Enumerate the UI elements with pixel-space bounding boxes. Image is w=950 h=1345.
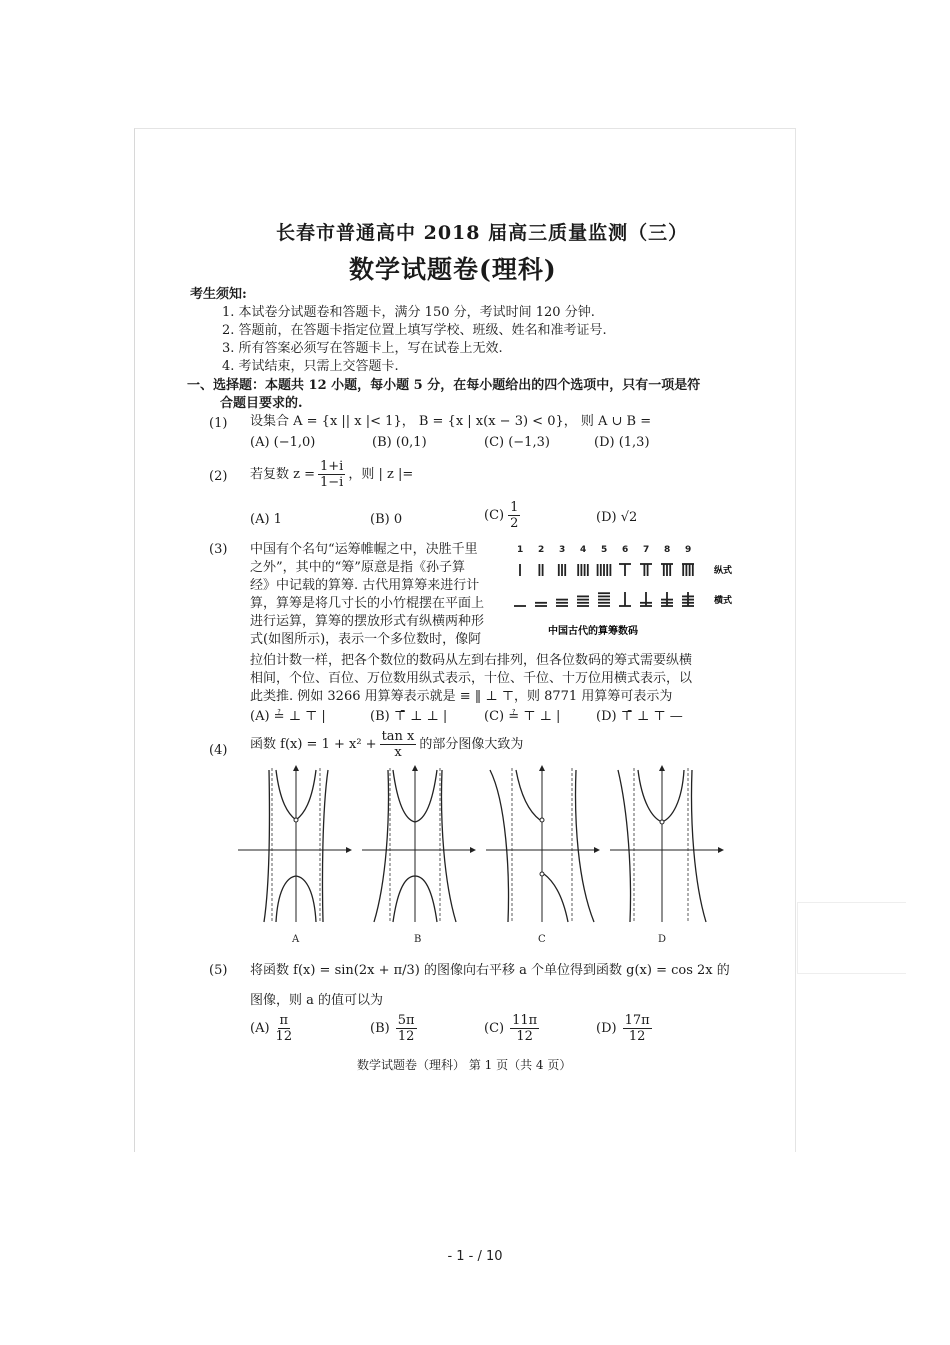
graph-c (486, 766, 599, 922)
q1-option-a: (A) (−1,0) (250, 435, 316, 450)
notice-item: 3. 所有答案必须写在答题卡上，写在试卷上无效. (222, 341, 503, 356)
rod-digit: 7 (643, 545, 650, 555)
q1-option-d: (D) (1,3) (594, 435, 650, 450)
frac-den: 12 (397, 1029, 415, 1044)
q5-stem-line2: 图像，则 a 的值可以为 (250, 993, 384, 1008)
q4-stem-post: 的部分图像大致为 (419, 736, 524, 752)
frac-num: 17π (624, 1013, 650, 1028)
q2-option-c-label: (C) (484, 507, 505, 523)
exam-page-footer: 数学试题卷（理科） 第 1 页（共 4 页） (357, 1058, 572, 1072)
q1-option-c: (C) (−1,3) (484, 435, 550, 450)
q3-line: 算，算筹是将几寸长的小竹棍摆在平面上 (250, 596, 485, 611)
frac-num: 5π (397, 1013, 415, 1028)
graph-d (610, 766, 723, 922)
option-label: (C) (484, 1020, 505, 1036)
frac-den: 12 (628, 1029, 646, 1044)
q3-option-c: (C) ≟ ⊤ ⊥ | (484, 709, 561, 724)
frac-den: 2 (510, 516, 519, 531)
graph-b (362, 766, 475, 922)
option-frac (276, 1013, 293, 1044)
q3-line: 中国有个名句“运筹帷幄之中，决胜千里 (250, 542, 478, 557)
q3-line: 之外”，其中的“筹”原意是指《孙子算 (250, 560, 465, 575)
q2-frac-den: 1−i (320, 475, 344, 490)
q5-option-b (370, 1013, 417, 1044)
notice-item: 4. 考试结束，只需上交答题卡. (222, 359, 399, 374)
q1-number: (1) (209, 416, 228, 431)
rod-digit: 5 (601, 545, 608, 555)
q2-number: (2) (209, 469, 228, 484)
q4-fraction (380, 729, 417, 760)
q3-number: (3) (209, 542, 228, 557)
section-heading: 一、选择题：本题共 12 小题，每小题 5 分，在每小题给出的四个选项中，只有一项是符 (187, 378, 701, 393)
rod-digit: 1 (517, 545, 524, 555)
frac-num: 11π (512, 1013, 538, 1028)
graph-label: C (538, 934, 546, 945)
q2-option-c-frac (508, 500, 520, 531)
q5-option-a (250, 1013, 292, 1044)
option-frac (396, 1013, 417, 1044)
vertical-form-label: 纵式 (714, 566, 733, 576)
exam-title: 长春市普通高中 2018 届高三质量监测（三） (276, 222, 689, 244)
q3-line: 经》中记载的算筹. 古代用算筹来进行计 (250, 578, 480, 593)
rod-digit: 9 (685, 545, 692, 555)
rod-figure-caption: 中国古代的算筹数码 (548, 626, 638, 637)
q2-stem-pre: 若复数 z = (250, 466, 316, 482)
graph-a (238, 766, 351, 922)
q5-option-c (484, 1013, 539, 1044)
q1-option-b: (B) (0,1) (372, 435, 427, 450)
q3-wide-line: 此类推. 例如 3266 用算筹表示就是 ≡ ‖ ⊥ ⊤，则 8771 用算筹可表示为 (250, 689, 673, 704)
option-frac (623, 1013, 652, 1044)
rod-digit: 4 (580, 545, 587, 555)
q2-option-a: (A) 1 (250, 512, 282, 527)
q1-stem: 设集合 A = {x || x |< 1}， B = {x | x(x − 3) < 0}， 则 A ∪ B = (250, 414, 652, 429)
graph-label: A (292, 934, 300, 945)
q5-stem-line1: 将函数 f(x) = sin(2x + π/3) 的图像向右平移 a 个单位得到函数 g(x) = cos 2x 的 (250, 963, 730, 978)
q2-option-d: (D) √2 (596, 510, 638, 525)
section-heading-cont: 合题目要求的. (220, 396, 303, 411)
q4-stem-pre: 函数 f(x) = 1 + x² + (250, 736, 377, 752)
q2-stem (250, 459, 413, 490)
frac-den: 12 (275, 1029, 293, 1044)
q3-wide-line: 相间，个位、百位、万位数用纵式表示，十位、千位、十万位用横式表示，以 (250, 671, 693, 686)
q3-option-d: (D) ⊤̄ ⊥ ⊤ — (596, 709, 683, 724)
q3-wide-line: 拉伯计数一样，把各个数位的数码从左到右排列，但各位数码的筹式需要纵横 (250, 653, 693, 668)
q4-frac-num: tan x (381, 729, 415, 744)
q4-number: (4) (209, 743, 228, 758)
q2-option-c (484, 500, 520, 531)
rod-digit: 8 (664, 545, 671, 555)
q2-stem-post: ，则 | z |= (348, 466, 414, 482)
faint-box (797, 902, 906, 974)
rod-digit: 2 (538, 545, 545, 555)
notice-item: 2. 答题前，在答题卡指定位置上填写学校、班级、姓名和准考证号. (222, 323, 607, 338)
graph-label: D (658, 934, 667, 945)
q4-graphs (236, 762, 726, 948)
frac-num: π (279, 1013, 289, 1028)
option-frac (510, 1013, 539, 1044)
q4-frac-den: x (394, 745, 402, 760)
q2-frac-num: 1+i (320, 459, 344, 474)
graph-label: B (414, 934, 422, 945)
q3-option-a: (A) ≟ ⊥ ⊤ | (250, 709, 326, 724)
counting-rod-figure (508, 540, 740, 640)
q5-number: (5) (209, 963, 228, 978)
q3-line: 进行运算，算筹的摆放形式有纵横两种形 (250, 614, 485, 629)
option-label: (A) (250, 1020, 270, 1036)
q3-line: 式(如图所示)，表示一个多位数时，像阿 (250, 632, 482, 647)
q2-option-b: (B) 0 (370, 512, 403, 527)
q2-fraction (318, 459, 345, 490)
horizontal-form-label: 横式 (714, 596, 733, 606)
rod-digit: 6 (622, 545, 629, 555)
option-label: (D) (596, 1020, 617, 1036)
option-label: (B) (370, 1020, 390, 1036)
q5-option-d (596, 1013, 652, 1044)
page-indicator: - 1 - / 10 (447, 1249, 503, 1264)
q4-stem (250, 729, 523, 760)
frac-num: 1 (510, 500, 519, 515)
notice-item: 1. 本试卷分试题卷和答题卡，满分 150 分，考试时间 120 分钟. (222, 305, 595, 320)
notice-heading: 考生须知: (190, 287, 247, 302)
q3-option-b: (B) ⊤̄ ⊥ ⊥ | (370, 709, 448, 724)
frac-den: 12 (516, 1029, 533, 1044)
rod-digit: 3 (559, 545, 566, 555)
exam-subtitle: 数学试题卷(理科) (349, 255, 557, 284)
